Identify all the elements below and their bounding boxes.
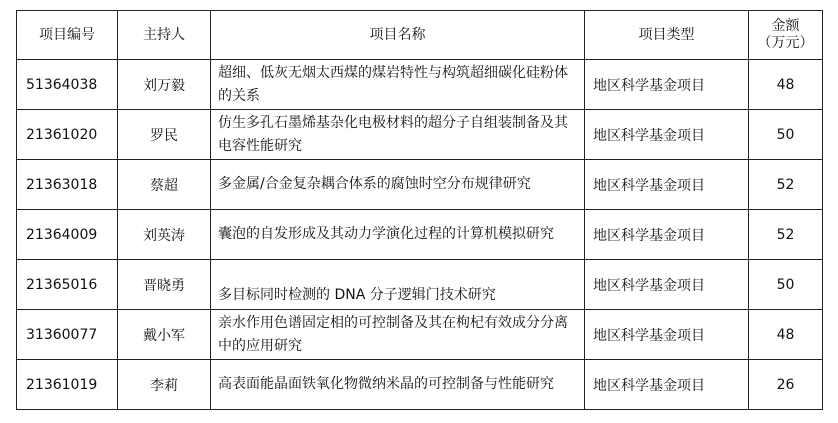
cell-name-text: 多目标同时检测的 DNA 分子逻辑门技术研究 [218,287,496,303]
cell-code: 51364038 [17,60,118,110]
table-header-row [17,11,823,60]
table-row [17,60,823,110]
cell-name: 多金属/合金复杂耦合体系的腐蚀时空分布规律研究 [211,160,585,210]
cell-amount: 48 [749,60,823,110]
projects-table-container [16,10,823,410]
cell-name [211,260,585,310]
table-row [17,110,823,160]
cell-host: 李莉 [118,360,211,410]
header-type: 项目类型 [585,11,749,60]
cell-name: 高表面能晶面铁氧化物微纳米晶的可控制备与性能研究 [211,360,585,410]
cell-amount: 52 [749,160,823,210]
cell-type: 地区科学基金项目 [585,310,749,360]
cell-name: 亲水作用色谱固定相的可控制备及其在枸杞有效成分分离中的应用研究 [211,310,585,360]
cell-amount: 50 [749,110,823,160]
cell-code: 21363018 [17,160,118,210]
cell-code: 21361019 [17,360,118,410]
cell-type: 地区科学基金项目 [585,360,749,410]
cell-code: 21361020 [17,110,118,160]
table-row [17,360,823,410]
header-code: 项目编号 [17,11,118,60]
cell-code: 21364009 [17,210,118,260]
cell-name: 囊泡的自发形成及其动力学演化过程的计算机模拟研究 [211,210,585,260]
cell-amount: 52 [749,210,823,260]
header-amount [749,11,823,60]
cell-code: 21365016 [17,260,118,310]
cell-name: 超细、低灰无烟太西煤的煤岩特性与构筑超细碳化硅粉体的关系 [211,60,585,110]
cell-host: 罗民 [118,110,211,160]
table-row [17,210,823,260]
cell-host: 刘英涛 [118,210,211,260]
cell-name: 仿生多孔石墨烯基杂化电极材料的超分子自组装制备及其电容性能研究 [211,110,585,160]
cell-amount: 26 [749,360,823,410]
cell-type: 地区科学基金项目 [585,110,749,160]
cell-host: 蔡超 [118,160,211,210]
cell-amount: 50 [749,260,823,310]
table-row [17,310,823,360]
header-amount-line2: （万元） [757,35,814,51]
cell-host: 刘万毅 [118,60,211,110]
header-amount-line1: 金额 [771,18,800,34]
cell-amount: 48 [749,310,823,360]
table-row [17,160,823,210]
cell-type: 地区科学基金项目 [585,60,749,110]
cell-host: 戴小军 [118,310,211,360]
cell-type: 地区科学基金项目 [585,260,749,310]
cell-type: 地区科学基金项目 [585,210,749,260]
header-host: 主持人 [118,11,211,60]
table-row [17,260,823,310]
cell-code: 31360077 [17,310,118,360]
cell-type: 地区科学基金项目 [585,160,749,210]
header-name: 项目名称 [211,11,585,60]
cell-host: 晋晓勇 [118,260,211,310]
projects-table [16,10,823,410]
